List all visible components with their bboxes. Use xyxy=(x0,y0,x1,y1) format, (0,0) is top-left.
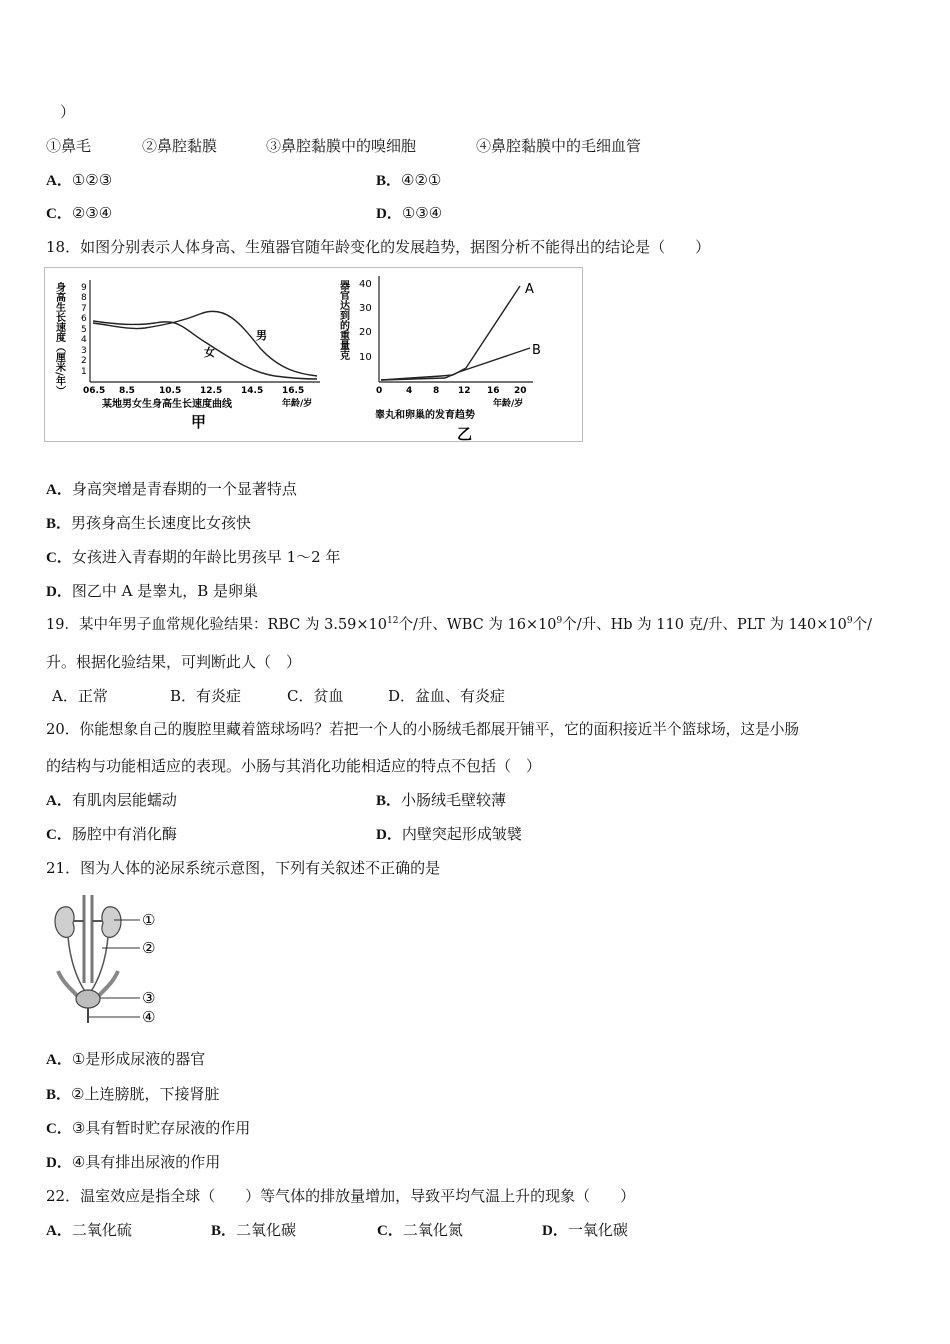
option-text: 一氧化碳 xyxy=(567,1221,628,1239)
jia-ytick: 5 xyxy=(81,325,87,335)
q18-stem: 18．如图分别表示人体身高、生殖器官随年龄变化的发展趋势，据图分析不能得出的结论是（ ） xyxy=(46,238,711,256)
q17-option-a xyxy=(46,170,112,191)
jia-ytick: 8 xyxy=(81,293,87,303)
jia-name: 甲 xyxy=(191,413,207,431)
option-label: A． xyxy=(46,1223,72,1239)
jia-xtick: 14.5 xyxy=(241,386,264,396)
option-text: ①③④ xyxy=(401,204,443,222)
q22-stem: 22．温室效应是指全球（ ）等气体的排放量增加，导致平均气温上升的现象（ ） xyxy=(46,1187,636,1205)
option-text: ②上连膀胱，下接肾脏 xyxy=(71,1085,220,1103)
q21-urinary-diagram xyxy=(44,893,174,1028)
option-text: ④具有排出尿液的作用 xyxy=(71,1153,221,1171)
option-label: C． xyxy=(46,206,72,222)
marker-4: ④ xyxy=(142,1008,156,1026)
option-label: B． xyxy=(376,173,402,189)
option-label: D． xyxy=(376,827,402,843)
q20-option-b xyxy=(376,790,506,811)
yi-y-ticks xyxy=(359,279,372,363)
q19-stem xyxy=(46,615,872,635)
chart-yi xyxy=(338,276,541,441)
q17-option-b xyxy=(376,170,441,191)
yi-x-unit: 年龄/岁 xyxy=(493,399,524,409)
option-text: 小肠绒毛壁较薄 xyxy=(401,791,507,809)
q19-stem-part: 个/升、WBC 为 16×10 xyxy=(398,617,557,633)
option-label: A． xyxy=(46,173,72,189)
option-text: 身高突增是青春期的一个显著特点 xyxy=(71,480,297,498)
q17-item-1: ①鼻毛 xyxy=(46,137,92,155)
option-label: A． xyxy=(46,482,72,498)
yi-label-a: A xyxy=(525,282,534,297)
yi-xtick: 4 xyxy=(406,386,413,396)
q22-option-a xyxy=(46,1220,132,1241)
yi-caption: 睾丸和卵巢的发育趋势 xyxy=(375,410,475,421)
jia-male-label: 男 xyxy=(256,329,267,342)
option-text: 肠腔中有消化酶 xyxy=(71,825,177,843)
q21-stem: 21．图为人体的泌尿系统示意图，下列有关叙述不正确的是 xyxy=(46,859,441,877)
yi-name: 乙 xyxy=(457,425,473,441)
option-text: 有肌肉层能蠕动 xyxy=(71,791,177,809)
marker-3: ③ xyxy=(142,989,156,1007)
option-label: D． xyxy=(376,206,402,222)
jia-xtick: 06.5 xyxy=(83,386,106,396)
option-text: ④②① xyxy=(401,171,442,189)
option-text: ②③④ xyxy=(71,204,113,222)
jia-x-ticks xyxy=(83,386,304,396)
q21-option-b xyxy=(46,1084,219,1105)
yi-ytick: 40 xyxy=(359,279,372,290)
yi-xtick: 0 xyxy=(376,386,383,396)
kidney-left-shape xyxy=(55,907,74,938)
jia-caption: 某地男女生身高生长速度曲线 xyxy=(102,399,232,410)
option-label: C． xyxy=(377,1223,403,1239)
yi-series-b xyxy=(381,348,530,380)
q18-option-b xyxy=(46,513,251,534)
jia-xtick: 12.5 xyxy=(200,386,223,396)
q19-option-c: C．贫血 xyxy=(287,687,344,705)
q19-exponent: 12 xyxy=(387,616,399,626)
option-text: ③具有暂时贮存尿液的作用 xyxy=(71,1119,251,1137)
marker-1: ① xyxy=(142,911,156,929)
option-label: B． xyxy=(46,1087,72,1103)
yi-label-b: B xyxy=(532,343,541,358)
jia-x-unit: 年龄/岁 xyxy=(282,399,313,409)
option-text: 二氧化氮 xyxy=(402,1221,463,1239)
q19-stem-part: 19．某中年男子血常规化验结果：RBC 为 3.59×10 xyxy=(46,617,387,633)
option-label: C． xyxy=(46,550,72,566)
jia-y-label: 身高生长速度（厘米/年） xyxy=(53,282,65,396)
yi-xtick: 20 xyxy=(514,386,527,396)
q22-option-c xyxy=(377,1220,463,1241)
jia-ytick: 9 xyxy=(81,283,87,293)
bladder-shape xyxy=(76,990,100,1008)
option-text: 女孩进入青春期的年龄比男孩早 1～2 年 xyxy=(71,548,341,566)
q21-option-a xyxy=(46,1049,205,1070)
q20-option-c xyxy=(46,824,177,845)
jia-xtick: 8.5 xyxy=(119,386,135,396)
option-label: D． xyxy=(542,1223,568,1239)
q18-option-d xyxy=(46,581,258,602)
q17-option-c xyxy=(46,203,112,224)
q21-option-c xyxy=(46,1118,250,1139)
jia-ytick: 4 xyxy=(81,335,87,345)
q22-option-b xyxy=(211,1220,296,1241)
q18-option-c xyxy=(46,547,340,568)
q19-option-a: A．正常 xyxy=(52,687,108,705)
yi-y-label: 器官达到的重量克 xyxy=(337,280,349,360)
urinary-diagram-svg xyxy=(44,893,174,1028)
q20-option-d xyxy=(376,824,522,845)
q17-stem-tail: ） xyxy=(60,103,76,121)
q21-option-d xyxy=(46,1152,220,1173)
q20-stem-line2: 的结构与功能相适应的表现。小肠与其消化功能相适应的特点不包括（ ） xyxy=(46,757,542,775)
jia-xtick: 10.5 xyxy=(159,386,182,396)
q22-option-d xyxy=(542,1220,628,1241)
option-text: 二氧化硫 xyxy=(71,1221,132,1239)
chart-jia xyxy=(54,280,321,431)
q18-figure-svg xyxy=(45,268,582,441)
q17-item-3: ③鼻腔黏膜中的嗅细胞 xyxy=(266,137,417,155)
jia-ytick: 3 xyxy=(81,346,87,356)
marker-2: ② xyxy=(142,939,156,957)
yi-ytick: 20 xyxy=(359,327,372,338)
option-text: 图乙中 A 是睾丸，B 是卵巢 xyxy=(71,582,259,600)
option-label: C． xyxy=(46,827,72,843)
q18-option-a xyxy=(46,479,297,500)
option-label: D． xyxy=(46,1155,72,1171)
q20-option-a xyxy=(46,790,177,811)
yi-xtick: 12 xyxy=(458,386,471,396)
yi-series-a xyxy=(381,286,520,380)
jia-ytick: 6 xyxy=(81,314,87,324)
option-label: B． xyxy=(46,516,72,532)
yi-xtick: 8 xyxy=(433,386,440,396)
option-text: ①②③ xyxy=(71,171,113,189)
jia-y-ticks xyxy=(81,283,87,377)
option-text: 内壁突起形成皱襞 xyxy=(401,825,522,843)
option-text: 二氧化碳 xyxy=(236,1221,297,1239)
option-label: C． xyxy=(46,1121,72,1137)
jia-ytick: 2 xyxy=(81,356,87,366)
q19-stem-part: 个/升、Hb 为 110 克/升、PLT 为 140×10 xyxy=(562,617,847,633)
q17-item-2: ②鼻腔黏膜 xyxy=(142,137,218,155)
yi-x-ticks xyxy=(376,386,527,396)
q19-exponent: 9 xyxy=(556,616,563,626)
option-label: A． xyxy=(46,793,72,809)
q19-stem-line2: 升。根据化验结果，可判断此人（ ） xyxy=(46,653,302,671)
jia-male-curve xyxy=(93,311,317,376)
option-label: B． xyxy=(376,793,402,809)
yi-ytick: 10 xyxy=(359,352,372,363)
option-label: D． xyxy=(46,584,72,600)
option-label: A． xyxy=(46,1052,72,1068)
q19-exponent: 9 xyxy=(846,616,853,626)
yi-xtick: 16 xyxy=(487,386,500,396)
option-label: B． xyxy=(211,1223,237,1239)
q18-figure xyxy=(44,267,583,442)
q20-stem-line1: 20．你能想象自己的腹腔里藏着篮球场吗？若把一个人的小肠绒毛都展开铺平，它的面积接近半个篮球场，这是小肠 xyxy=(46,721,800,738)
q19-stem-part: 个/ xyxy=(852,617,872,633)
yi-ytick: 30 xyxy=(359,303,372,314)
jia-xtick: 16.5 xyxy=(282,386,305,396)
q17-option-d xyxy=(376,203,442,224)
jia-female-label: 女 xyxy=(204,346,215,359)
jia-ytick: 7 xyxy=(81,304,87,314)
option-text: 男孩身高生长速度比女孩快 xyxy=(71,514,252,532)
jia-ytick: 1 xyxy=(81,367,87,377)
option-text: ①是形成尿液的器官 xyxy=(71,1050,206,1068)
kidney-right-shape xyxy=(102,907,121,938)
q19-option-d: D．盆血、有炎症 xyxy=(388,687,506,705)
q19-option-b: B．有炎症 xyxy=(170,687,242,705)
q17-item-4: ④鼻腔黏膜中的毛细血管 xyxy=(476,137,642,155)
vessel-shape xyxy=(84,895,92,983)
